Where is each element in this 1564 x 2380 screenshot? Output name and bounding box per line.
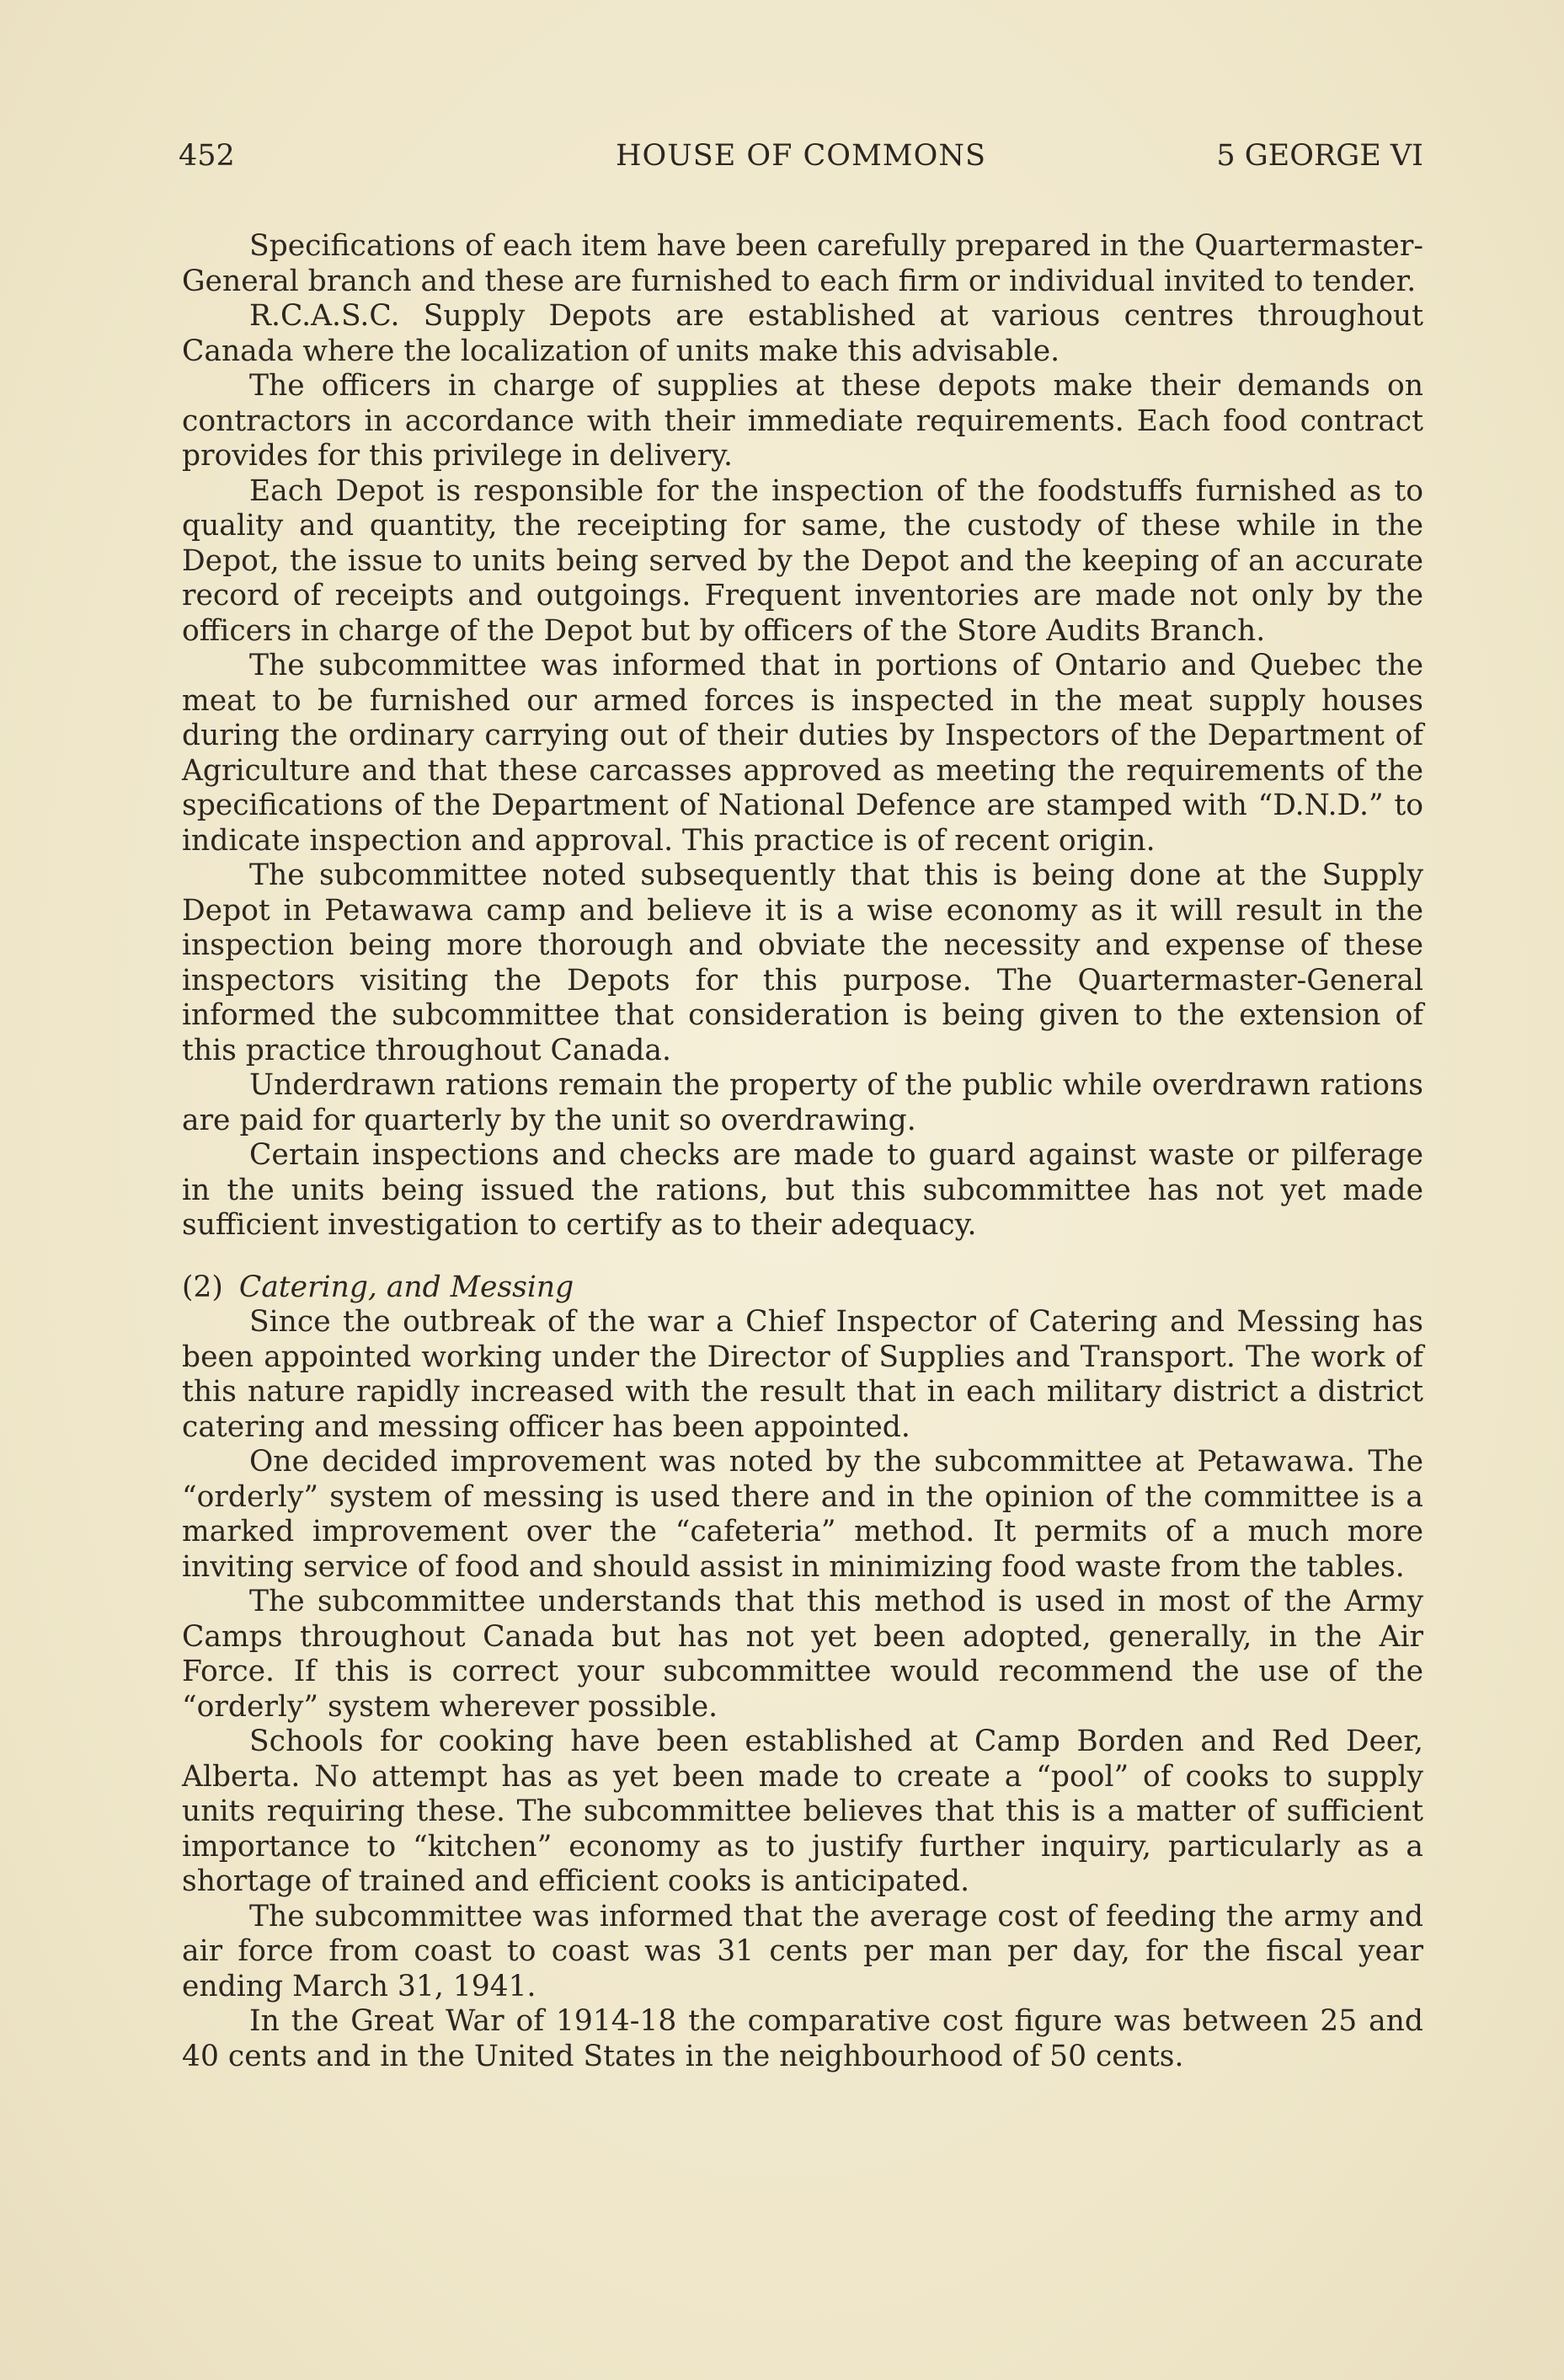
paragraph: The officers in charge of supplies at these depots make their demands on contractors in accordance with their immediate requirements. Each food contract provides for this privilege in delivery. — [182, 369, 1423, 473]
running-header — [179, 135, 1423, 177]
paragraph: The subcommittee was informed that in portions of Ontario and Quebec the meat to be furnished our armed forces is inspected in the meat supply houses during the ordinary carrying out of their duties by Inspectors of the Department of Agriculture and that these carcasses approved as meeting the requirements of the specifications of the Department of National Defence are stamped with “D.N.D.” to indicate inspection and approval. This practice is of recent origin. — [182, 649, 1423, 858]
paragraph: Specifications of each item have been carefully prepared in the Quartermaster-General branch and these are furnished to each firm or individual invited to tender. — [182, 229, 1423, 298]
paragraph: The subcommittee was informed that the average cost of feeding the army and air force from coast to coast was 31 cents per man per day, for the fiscal year ending March 31, 1941. — [182, 1899, 1423, 2003]
section-number: (2) — [182, 1270, 223, 1304]
publication-title: HOUSE OF COMMONS — [616, 139, 986, 173]
section-title: Catering, and Messing — [238, 1270, 574, 1304]
paragraph: The subcommittee noted subsequently that this is being done at the Supply Depot in Petawawa camp and believe it is a wise economy as it will result in the inspection being more thorough and obviate the necessity and expense of these inspectors visiting the Depots for this purpose. The Quartermaster-General informed the subcommittee that consideration is being given to the extension of this practice throughout Canada. — [182, 858, 1423, 1067]
section-heading — [182, 1270, 1423, 1306]
paragraph: Since the outbreak of the war a Chief Inspector of Catering and Messing has been appointed working under the Director of Supplies and Transport. The work of this nature rapidly increased with the result that in each military district a district catering and messing officer has been appointed. — [182, 1305, 1423, 1444]
paragraph: Certain inspections and checks are made to guard against waste or pilferage in the units being issued the rations, but this subcommittee has not yet made sufficient investigation to certify as to their adequacy. — [182, 1138, 1423, 1242]
paragraph: One decided improvement was noted by the subcommittee at Petawawa. The “orderly” system of messing is used there and in the opinion of the committee is a marked improvement over the “cafeteria” method. It permits of a much more inviting service of food and should assist in minimizing food waste from the tables. — [182, 1445, 1423, 1584]
reign-label: 5 GEORGE VI — [1216, 139, 1423, 173]
paragraph: Underdrawn rations remain the property of the public while overdrawn rations are paid for quarterly by the unit so overdrawing. — [182, 1068, 1423, 1137]
paragraph: R.C.A.S.C. Supply Depots are established at various centres throughout Canada where the localization of units make this advisable. — [182, 299, 1423, 368]
page-number: 452 — [179, 139, 235, 173]
paragraph: In the Great War of 1914-18 the comparative cost figure was between 25 and 40 cents and in the United States in the neighbourhood of 50 cents. — [182, 2004, 1423, 2073]
document-body — [182, 229, 1423, 2074]
paragraph: Each Depot is responsible for the inspection of the foodstuffs furnished as to quality and quantity, the receipting for same, the custody of these while in the Depot, the issue to units being served by the Depot and the keeping of an accurate record of receipts and outgoings. Frequent inventories are made not only by the officers in charge of the Depot but by officers of the Store Audits Branch. — [182, 473, 1423, 648]
paragraph: Schools for cooking have been established at Camp Borden and Red Deer, Alberta. No attempt has as yet been made to create a “pool” of cooks to supply units requiring these. The subcommittee believes that this is a matter of sufficient importance to “kitchen” economy as to justify further inquiry, particularly as a shortage of trained and efficient cooks is anticipated. — [182, 1725, 1423, 1898]
paragraph: The subcommittee understands that this method is used in most of the Army Camps throughout Canada but has not yet been adopted, generally, in the Air Force. If this is correct your subcommittee would recommend the use of the “orderly” system wherever possible. — [182, 1585, 1423, 1724]
